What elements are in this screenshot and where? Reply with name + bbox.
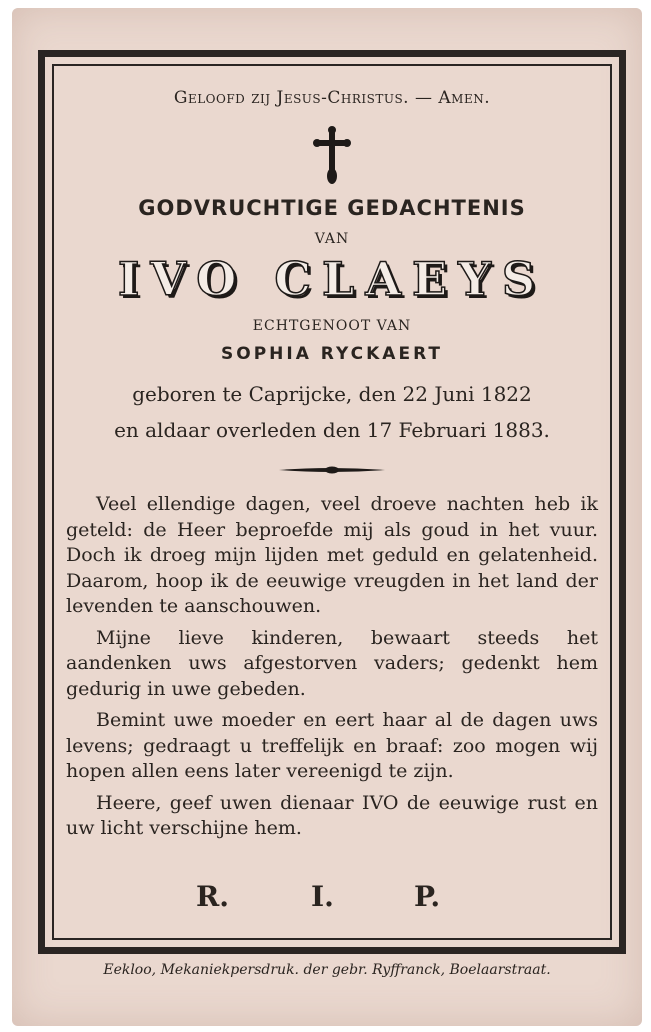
printer-imprint: Eekloo, Mekaniekpersdruk. der gebr. Ryffranck, Boelaarstraat. [103,962,551,978]
cross-icon [56,126,608,190]
invocation-line: Geloofd zij Jesus-Christus. — Amen. [173,88,491,108]
ornamental-divider [56,462,608,481]
card-content [56,68,608,936]
paragraph-3: Bemint uwe moeder en eert haar al de dagen uws levens; gedraagt u treffelijk en braaf: zoo mogen wij hopen allen eens later vereenigd te zijn. [66,709,598,782]
paragraph-2: Mijne lieve kinderen, bewaart steeds het aandenken uws afgestorven vaders; gedenkt hem gedurig in uwe gebeden. [66,626,598,700]
spouse-label: ECHTGENOOT VAN [252,318,412,334]
death-line: en aldaar overleden den 17 Februari 1883. [114,418,550,442]
paragraph-4: Heere, geef uwen dienaar IVO de eeuwige rust en uw licht verschijne hem. [66,791,598,839]
rip-i: I. [311,880,334,913]
deceased-name: IVO CLAEYS [117,252,547,306]
paragraph-1: Veel ellendige dagen, veel droeve nachten heb ik geteld: de Heer beproefde mij als goud in het vuur. Doch ik droeg mijn lijden met geduld en gelatenheid. Daarom, hoop ik de eeuwige vreugden in het land der levenden te aanschouwen. [66,493,598,617]
rip-r: R. [196,880,230,913]
memorial-text [66,492,598,848]
of-label: VAN [314,231,350,247]
spouse-name: SOPHIA RYCKAERT [221,344,443,364]
memorial-title: GODVRUCHTIGE GEDACHTENIS [138,196,526,220]
birth-line: geboren te Caprijcke, den 22 Juni 1822 [132,382,532,406]
rip-p: P. [414,880,441,913]
